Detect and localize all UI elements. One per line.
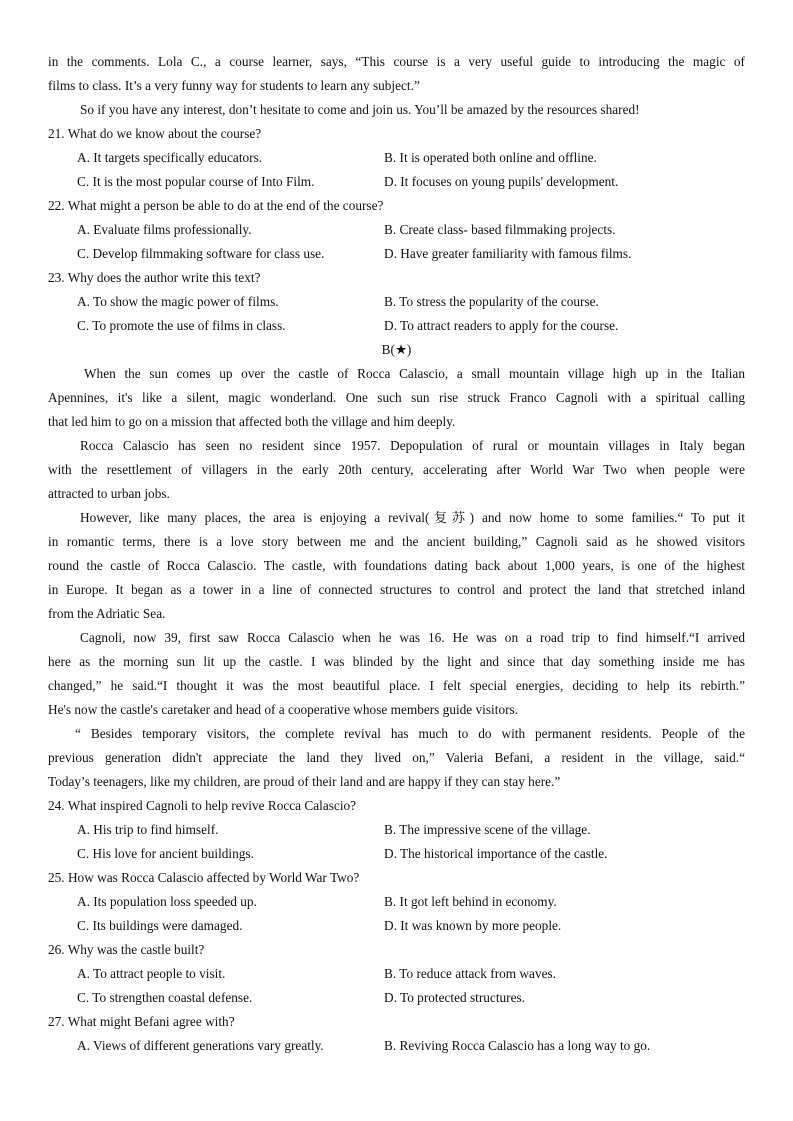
- passage-line: here as the morning sun lit up the castle. I was blinded by the light and since that day something inside me has: [48, 654, 745, 669]
- option-d[interactable]: D. Have greater familiarity with famous films.: [384, 246, 632, 261]
- option-a[interactable]: A. Evaluate films professionally.: [77, 222, 252, 237]
- option-c[interactable]: C. To promote the use of films in class.: [77, 318, 286, 333]
- option-b[interactable]: B. To stress the popularity of the course.: [384, 294, 599, 309]
- option-c[interactable]: C. Its buildings were damaged.: [77, 918, 243, 933]
- option-d[interactable]: D. It focuses on young pupils' development.: [384, 174, 619, 189]
- passage-line: However, like many places, the area is enjoying a revival(复苏) and now home to some families.“ To put it: [80, 510, 745, 525]
- option-b[interactable]: B. Reviving Rocca Calascio has a long way to go.: [384, 1038, 651, 1053]
- option-c[interactable]: C. To strengthen coastal defense.: [77, 990, 253, 1005]
- option-c[interactable]: C. His love for ancient buildings.: [77, 846, 254, 861]
- option-d[interactable]: D. To attract readers to apply for the course.: [384, 318, 619, 333]
- passage-line: When the sun comes up over the castle of Rocca Calascio, a small mountain village high up in the Italian: [84, 366, 745, 381]
- option-d[interactable]: D. The historical importance of the castle.: [384, 846, 608, 861]
- passage-line: in romantic terms, there is a love story between me and the ancient building,” Cagnoli said as he showed visitors: [48, 534, 745, 549]
- option-c[interactable]: C. Develop filmmaking software for class use.: [77, 246, 325, 261]
- option-a[interactable]: A. Views of different generations vary greatly.: [77, 1038, 324, 1053]
- question-stem: 24. What inspired Cagnoli to help revive Rocca Calascio?: [48, 798, 357, 813]
- question-stem: 22. What might a person be able to do at the end of the course?: [48, 198, 384, 213]
- passage-line: that led him to go on a mission that affected both the village and him deeply.: [48, 414, 456, 429]
- question-stem: 23. Why does the author write this text?: [48, 270, 261, 285]
- option-b[interactable]: B. It got left behind in economy.: [384, 894, 557, 909]
- passage-line: Today’s teenagers, like my children, are proud of their land and are happy if they can stay here.”: [48, 774, 561, 789]
- question-stem: 25. How was Rocca Calascio affected by World War Two?: [48, 870, 360, 885]
- option-d[interactable]: D. It was known by more people.: [384, 918, 562, 933]
- question-stem: 21. What do we know about the course?: [48, 126, 262, 141]
- section-heading: B(★): [381, 342, 412, 357]
- option-a[interactable]: A. To attract people to visit.: [77, 966, 226, 981]
- passage-line: changed,” he said.“I thought it was the most beautiful place. I felt special energies, deciding to help its rebirth.”: [48, 678, 745, 693]
- passage-line: from the Adriatic Sea.: [48, 606, 166, 621]
- passage-line: in Europe. It began as a tower in a line of connected structures to control and protect the land that stretched inland: [48, 582, 745, 597]
- intro-line: So if you have any interest, don’t hesitate to come and join us. You’ll be amazed by the resources shared!: [80, 102, 640, 117]
- passage-line: “ Besides temporary visitors, the complete revival has much to do with permanent residents. People of the: [75, 726, 745, 741]
- passage-line: Apennines, it's like a silent, magic wonderland. One such sun rise struck Franco Cagnoli with a spiritual calling: [48, 390, 745, 405]
- passage-line: Cagnoli, now 39, first saw Rocca Calascio when he was 16. He was on a road trip to find himself.“I arrived: [80, 630, 745, 645]
- question-stem: 27. What might Befani agree with?: [48, 1014, 235, 1029]
- question-stem: 26. Why was the castle built?: [48, 942, 205, 957]
- option-c[interactable]: C. It is the most popular course of Into Film.: [77, 174, 315, 189]
- passage-line: round the castle of Rocca Calascio. The castle, with foundations dating back about 1,000 years, is one of the highest: [48, 558, 745, 573]
- option-a[interactable]: A. Its population loss speeded up.: [77, 894, 257, 909]
- passage-line: with the resettlement of villagers in the early 20th century, accelerating after World War Two when people were: [48, 462, 745, 477]
- option-b[interactable]: B. The impressive scene of the village.: [384, 822, 591, 837]
- passage-line: Rocca Calascio has seen no resident since 1957. Depopulation of rural or mountain villages in Italy began: [80, 438, 745, 453]
- option-d[interactable]: D. To protected structures.: [384, 990, 525, 1005]
- passage-line: previous generation didn't appreciate the land they lived on,” Valeria Befani, a resident in the village, said.“: [48, 750, 745, 765]
- passage-line: He's now the castle's caretaker and head of a cooperative whose members guide visitors.: [48, 702, 519, 717]
- option-a[interactable]: A. It targets specifically educators.: [77, 150, 263, 165]
- intro-line: in the comments. Lola C., a course learner, says, “This course is a very useful guide to introducing the magic of: [48, 54, 745, 69]
- option-b[interactable]: B. It is operated both online and offline.: [384, 150, 597, 165]
- option-b[interactable]: B. Create class- based filmmaking projects.: [384, 222, 616, 237]
- option-a[interactable]: A. To show the magic power of films.: [77, 294, 279, 309]
- passage-line: attracted to urban jobs.: [48, 486, 170, 501]
- option-a[interactable]: A. His trip to find himself.: [77, 822, 219, 837]
- option-b[interactable]: B. To reduce attack from waves.: [384, 966, 556, 981]
- intro-line: films to class. It’s a very funny way for students to learn any subject.”: [48, 78, 420, 93]
